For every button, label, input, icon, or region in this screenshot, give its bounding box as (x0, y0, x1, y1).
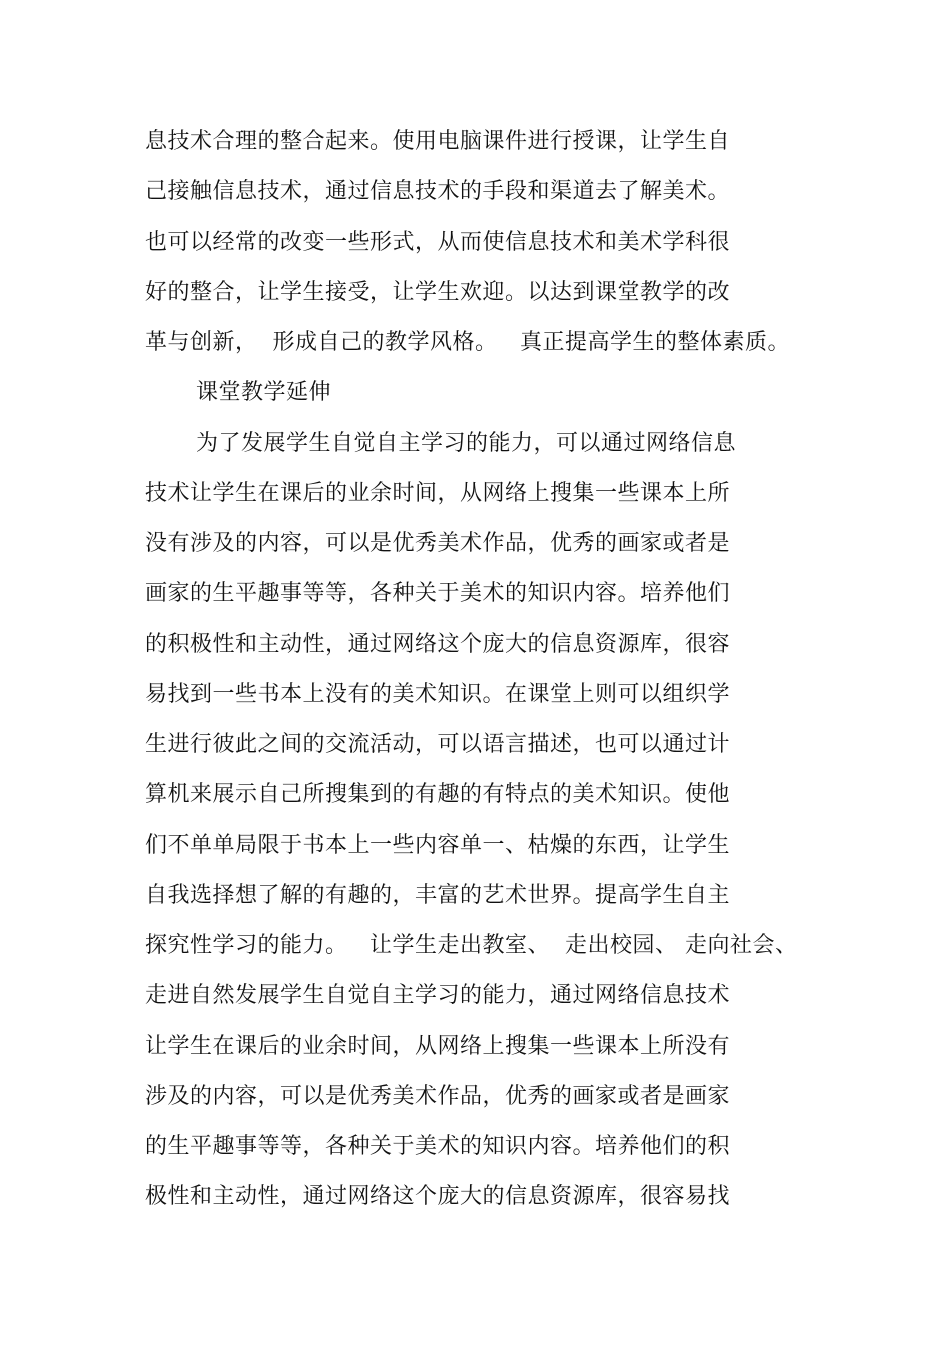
body-line: 们不单单局限于书本上一些内容单一、枯燥的东西，让学生 (145, 833, 731, 858)
body-line: 走进自然发展学生自觉自主学习的能力，通过网络信息技术 (145, 983, 731, 1008)
body-line: 涉及的内容，可以是优秀美术作品，优秀的画家或者是画家 (145, 1084, 731, 1109)
body-line: 易找到一些书本上没有的美术知识。在课堂上则可以组织学 (145, 682, 731, 707)
body-line: 让学生在课后的业余时间，从网络上搜集一些课本上所没有 (145, 1034, 731, 1059)
body-line: 的积极性和主动性，通过网络这个庞大的信息资源库，很容 (145, 632, 731, 657)
body-line: 极性和主动性，通过网络这个庞大的信息资源库，很容易找 (145, 1184, 731, 1209)
body-line: 探究性学习的能力。 让学生走出教室、 走出校园、 走向社会、 (145, 933, 798, 958)
body-line: 的生平趣事等等，各种关于美术的知识内容。培养他们的积 (145, 1134, 731, 1159)
body-line: 没有涉及的内容，可以是优秀美术作品，优秀的画家或者是 (145, 531, 731, 556)
body-line: 也可以经常的改变一些形式，从而使信息技术和美术学科很 (145, 230, 731, 255)
body-line: 好的整合，让学生接受，让学生欢迎。以达到课堂教学的改 (145, 280, 731, 305)
section-heading: 课堂教学延伸 (196, 380, 332, 405)
body-line: 革与创新， 形成自己的教学风格。 真正提高学生的整体素质。 (145, 330, 790, 355)
body-line: 技术让学生在课后的业余时间，从网络上搜集一些课本上所 (145, 481, 731, 506)
body-line: 画家的生平趣事等等，各种关于美术的知识内容。培养他们 (145, 581, 731, 606)
body-line: 自我选择想了解的有趣的，丰富的艺术世界。提高学生自主 (145, 883, 731, 908)
body-line: 算机来展示自己所搜集到的有趣的有特点的美术知识。使他 (145, 782, 731, 807)
body-line: 息技术合理的整合起来。使用电脑课件进行授课，让学生自 (145, 129, 731, 154)
paragraph-first-line: 为了发展学生自觉自主学习的能力，可以通过网络信息 (196, 431, 737, 456)
body-line: 生进行彼此之间的交流活动，可以语言描述，也可以通过计 (145, 732, 731, 757)
body-line: 己接触信息技术，通过信息技术的手段和渠道去了解美术。 (145, 179, 731, 204)
